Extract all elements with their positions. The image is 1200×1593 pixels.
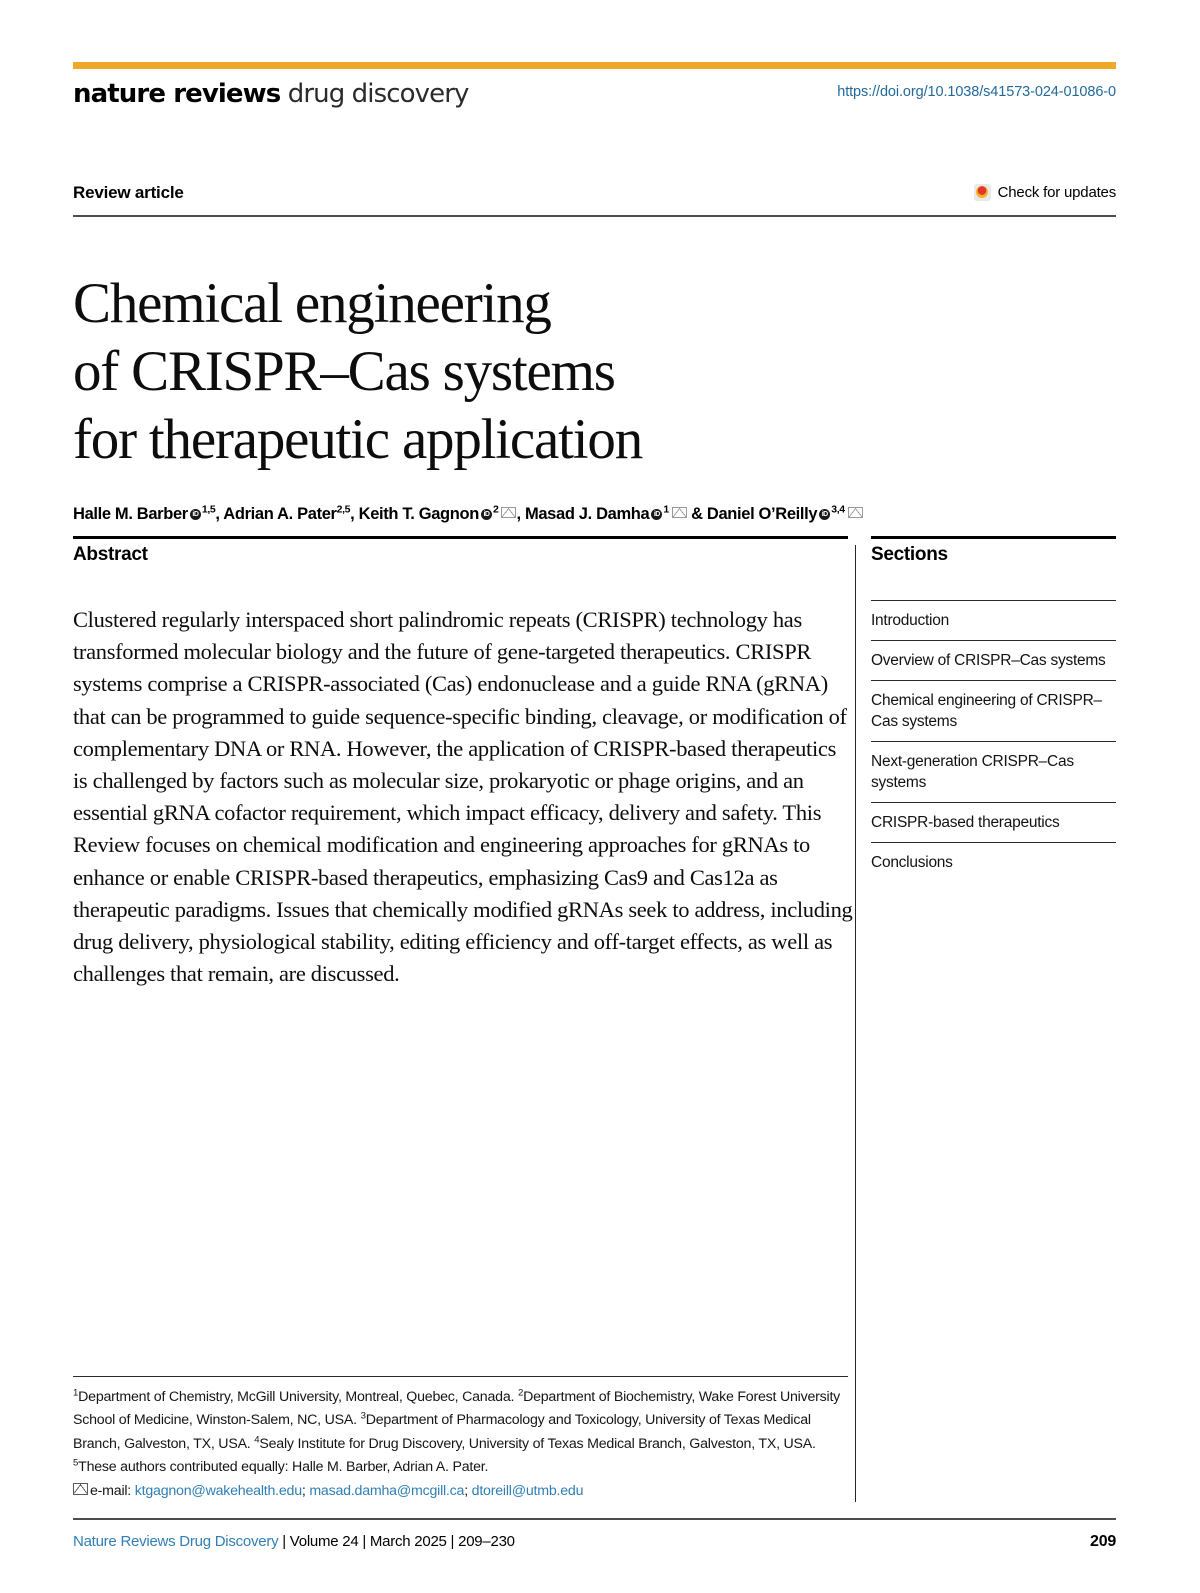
author-affiliation-ref: 3,4 <box>831 503 845 516</box>
affiliation-text: Sealy Institute for Drug Discovery, University of Texas Medical Branch, Galveston, TX, USA. <box>259 1435 816 1452</box>
journal-logo-secondary: drug discovery <box>280 79 469 109</box>
author-name: Keith T. Gagnon <box>358 505 479 523</box>
column-divider <box>855 545 856 1502</box>
affiliation-marker: 3 <box>360 1410 366 1422</box>
affiliation-text: Department of Chemistry, McGill University, Montreal, Quebec, Canada. <box>78 1389 518 1405</box>
author-affiliation-ref: 2 <box>492 503 499 516</box>
title-line-1: Chemical engineering <box>73 272 551 336</box>
author-name: Daniel O’Reilly <box>706 505 818 523</box>
footer-divider <box>73 1518 1116 1520</box>
author-name: Halle M. Barber <box>73 505 188 523</box>
abstract-heading: Abstract <box>73 544 148 565</box>
email-line <box>73 1480 857 1503</box>
section-link-overview[interactable]: Overview of CRISPR–Cas systems <box>871 640 1116 680</box>
section-link-therapeutics[interactable]: CRISPR-based therapeutics <box>871 802 1116 842</box>
sections-rule <box>871 536 1116 539</box>
email-icon <box>73 1483 88 1495</box>
email-link-damha[interactable]: masad.damha@mcgill.ca <box>309 1482 465 1499</box>
email-label: e-mail: <box>90 1482 135 1499</box>
header-divider <box>73 215 1116 217</box>
author-affiliation-ref: 1,5 <box>201 503 216 516</box>
orcid-icon[interactable] <box>481 509 492 520</box>
section-link-conclusions[interactable]: Conclusions <box>871 842 1116 882</box>
orcid-icon[interactable] <box>819 509 830 520</box>
affiliation-text: These authors contributed equally: Halle M. Barber, Adrian A. Pater. <box>78 1459 489 1476</box>
email-icon[interactable] <box>672 507 687 518</box>
author-name: Masad J. Damha <box>524 505 650 523</box>
page-footer <box>73 1533 1116 1557</box>
author-separator: , <box>516 505 525 523</box>
section-link-introduction[interactable]: Introduction <box>871 600 1116 640</box>
affiliation-text: Department of Pharmacology and Toxicology, University of Texas Medical Branch, Galveston, TX, USA. <box>73 1412 811 1452</box>
author-affiliation-ref: 1 <box>663 503 669 516</box>
orcid-icon[interactable] <box>190 509 201 520</box>
affiliations-rule <box>73 1376 848 1377</box>
email-link-oreilly[interactable]: dtoreill@utmb.edu <box>471 1482 584 1499</box>
affiliation-marker: 4 <box>254 1434 260 1446</box>
author-separator: , <box>350 505 359 523</box>
footer-citation-meta: | Volume 24 | March 2025 | 209–230 <box>278 1533 515 1550</box>
section-link-chemical-engineering[interactable]: Chemical engineering of CRISPR–Cas systems <box>871 680 1116 741</box>
email-icon[interactable] <box>501 507 516 518</box>
email-icon[interactable] <box>848 507 863 518</box>
page-title <box>73 270 923 474</box>
title-line-2: of CRISPR–Cas systems <box>73 340 615 404</box>
affiliation-marker: 5 <box>73 1457 79 1469</box>
email-separator: ; <box>464 1482 472 1499</box>
email-link-gagnon[interactable]: ktgagnon@wakehealth.edu <box>134 1482 302 1499</box>
author-affiliation-ref: 2,5 <box>336 503 351 516</box>
title-line-3: for therapeutic application <box>73 408 642 472</box>
brand-accent-bar <box>73 62 1116 69</box>
author-separator: & <box>686 505 707 523</box>
email-separator: ; <box>301 1482 310 1499</box>
affiliation-marker: 2 <box>517 1387 524 1399</box>
author-separator: , <box>215 505 224 523</box>
affiliation-marker: 1 <box>73 1387 79 1399</box>
abstract-text: Clustered regularly interspaced short palindromic repeats (CRISPR) technology has transformed molecular biology and the future of gene-targeted therapeutics. CRISPR systems comprise a CRISPR-associated (Cas) endonuclease and a guide RNA (gRNA) that can be programmed to guide sequence-specific binding, cleavage, or modification of complementary DNA or RNA. However, the application of CRISPR-based therapeutics is challenged by factors such as molecular size, prokaryotic or phage origins, and an essential gRNA cofactor requirement, which impact efficacy, delivery and safety. This Review focuses on chemical modification and engineering approaches for gRNAs to enhance or enable CRISPR-based therapeutics, emphasizing Cas9 and Cas12a as therapeutic paradigms. Issues that chemically modified gRNAs seek to address, including drug delivery, physiological stability, editing efficiency and off-target effects, as well as challenges that remain, are discussed. <box>73 607 853 987</box>
journal-logo-primary: nature reviews <box>73 79 281 109</box>
orcid-icon[interactable] <box>651 509 662 520</box>
check-for-updates-button[interactable] <box>974 184 1116 201</box>
article-type-row <box>73 183 1116 209</box>
journal-logo <box>73 79 469 109</box>
section-link-next-generation[interactable]: Next-generation CRISPR–Cas systems <box>871 741 1116 802</box>
article-type-label: Review article <box>73 183 184 202</box>
sections-heading: Sections <box>871 544 948 565</box>
footer-journal-link[interactable]: Nature Reviews Drug Discovery <box>73 1533 279 1550</box>
affiliation-text: Department of Biochemistry, Wake Forest University School of Medicine, Winston-Salem, NC, USA. <box>73 1389 841 1429</box>
doi-link[interactable]: https://doi.org/10.1038/s41573-024-01086-0 <box>837 84 1116 100</box>
sections-nav <box>871 600 1116 882</box>
page-number: 209 <box>1090 1533 1116 1550</box>
author-name: Adrian A. Pater <box>223 505 337 523</box>
author-list <box>73 503 1116 525</box>
masthead <box>73 79 1116 111</box>
crossmark-icon <box>974 184 991 201</box>
affiliations-block <box>73 1386 857 1503</box>
check-for-updates-label: Check for updates <box>997 184 1116 201</box>
abstract-rule <box>73 536 848 539</box>
